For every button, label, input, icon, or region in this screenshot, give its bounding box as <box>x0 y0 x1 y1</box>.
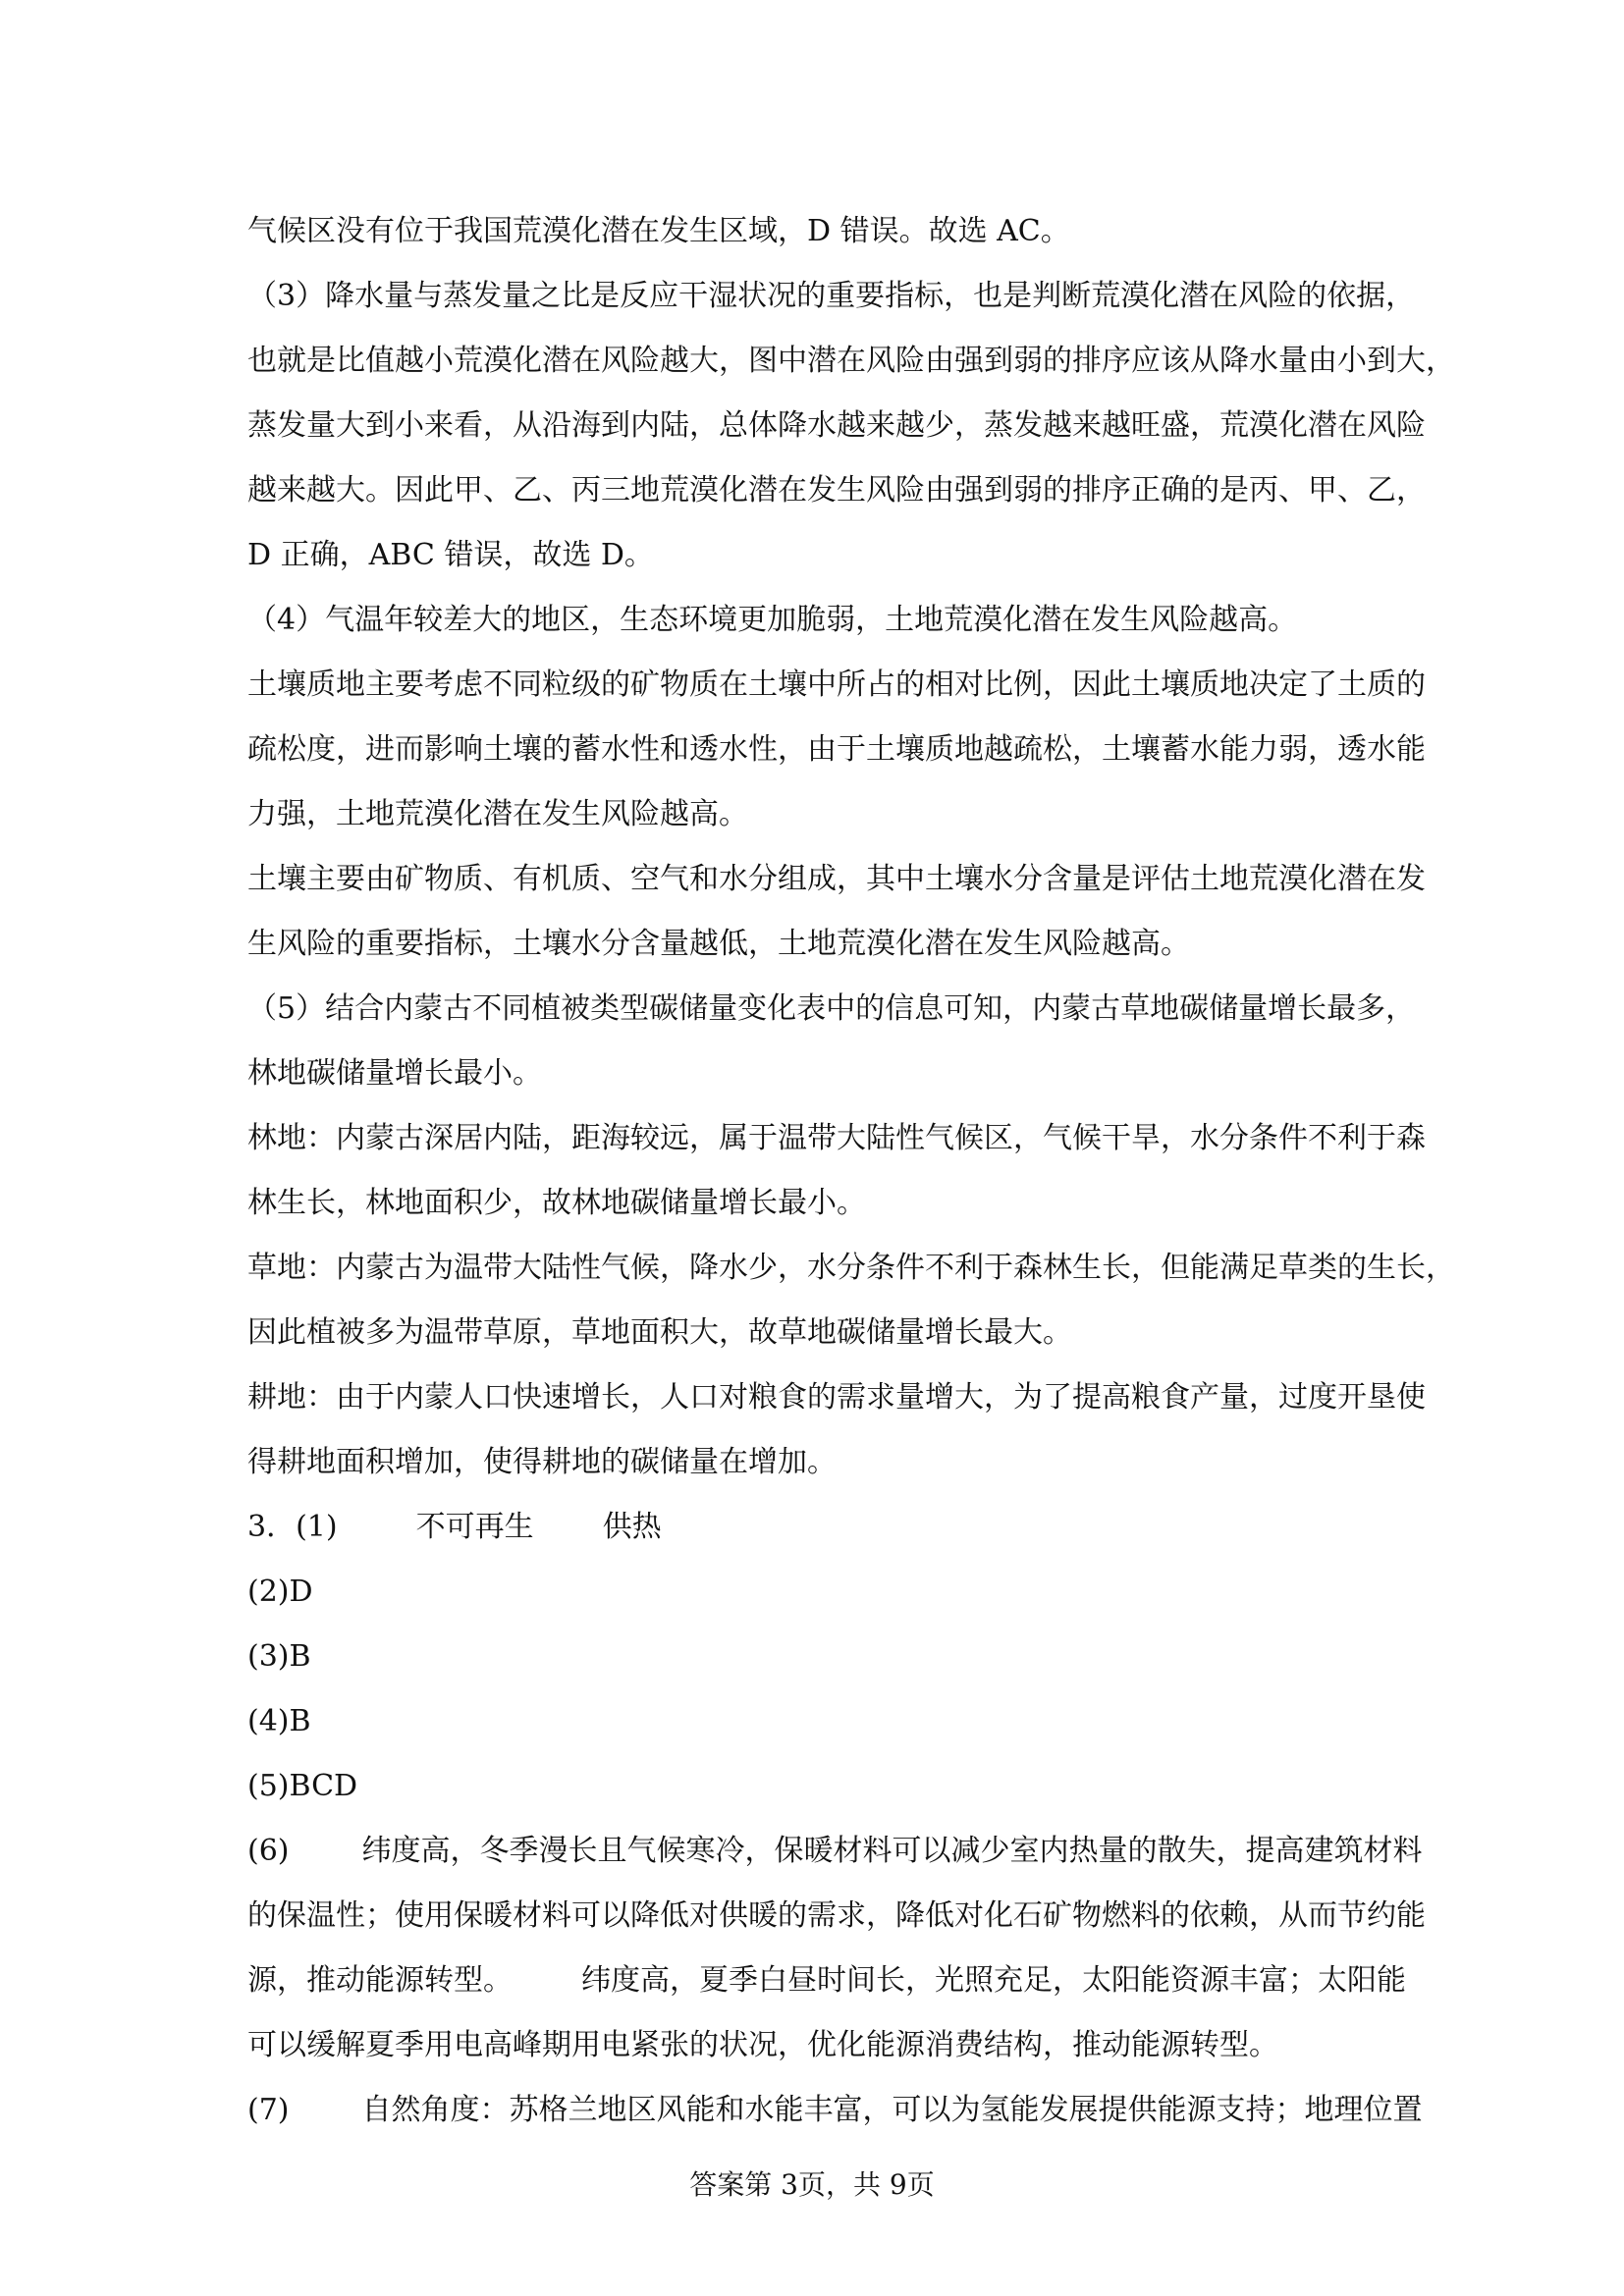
text-line: 也就是比值越小荒漠化潜在风险越大，图中潜在风险由强到弱的排序应该从降水量由小到大， <box>247 344 1455 378</box>
q3-answer-2: (2)D <box>247 1575 313 1609</box>
answer-blank-2: 供热 <box>602 1510 662 1544</box>
q3-answer-6-line-4: 可以缓解夏季用电高峰期用电紧张的状况，优化能源消费结构，推动能源转型。 <box>247 2028 1278 2062</box>
text-line: 得耕地面积增加，使得耕地的碳储量在增加。 <box>247 1445 837 1479</box>
answer-text: 源，推动能源转型。 <box>247 1963 513 1998</box>
text-line: 气候区没有位于我国荒漠化潜在发生区域，D 错误。故选 AC。 <box>247 214 1070 248</box>
q3-answer-6-number: (6) <box>247 1834 290 1868</box>
text-line: 因此植被多为温带草原，草地面积大，故草地碳储量增长最大。 <box>247 1315 1072 1350</box>
text-line: 疏松度，进而影响土壤的蓄水性和透水性，由于土壤质地越疏松，土壤蓄水能力弱，透水能 <box>247 732 1426 767</box>
q3-answer-3: (3)B <box>247 1639 311 1674</box>
text-line: 土壤主要由矿物质、有机质、空气和水分组成，其中土壤水分含量是评估土地荒漠化潜在发 <box>247 862 1426 896</box>
answer-text: 纬度高，冬季漫长且气候寒冷，保暖材料可以减少室内热量的散失，提高建筑材料 <box>361 1834 1423 1868</box>
text-line: （4）气温年较差大的地区，生态环境更加脆弱，土地荒漠化潜在发生风险越高。 <box>247 603 1298 637</box>
text-line: 耕地：由于内蒙人口快速增长，人口对粮食的需求量增大，为了提高粮食产量，过度开垦使 <box>247 1380 1426 1415</box>
q3-answer-4: (4)B <box>247 1704 311 1738</box>
text-line: 林地：内蒙古深居内陆，距海较远，属于温带大陆性气候区，气候干旱，水分条件不利于森 <box>247 1121 1426 1155</box>
text-line: 林地碳储量增长最小。 <box>247 1056 542 1091</box>
text-line: D 正确，ABC 错误，故选 D。 <box>247 538 654 572</box>
q3-prefix: 3．(1) <box>247 1510 338 1544</box>
q3-answer-7-number: (7) <box>247 2093 290 2127</box>
answer-blank-1: 不可再生 <box>415 1510 534 1544</box>
answer-body <box>247 202 1455 2146</box>
text-line: 生风险的重要指标，土壤水分含量越低，土地荒漠化潜在发生风险越高。 <box>247 927 1190 961</box>
q3-answer-6-line-2: 的保温性；使用保暖材料可以降低对供暖的需求，降低对化石矿物燃料的依赖，从而节约能 <box>247 1898 1426 1933</box>
q3-answer-5: (5)BCD <box>247 1769 358 1803</box>
q3-answer-7-line-1 <box>247 2081 1423 2146</box>
text-line: 蒸发量大到小来看，从沿海到内陆，总体降水越来越少，蒸发越来越旺盛，荒漠化潜在风险 <box>247 408 1426 443</box>
text-line: （3）降水量与蒸发量之比是反应干湿状况的重要指标，也是判断荒漠化潜在风险的依据， <box>247 279 1416 313</box>
answer-text: 纬度高，夏季白昼时间长，光照充足，太阳能资源丰富；太阳能 <box>581 1963 1406 1998</box>
text-line: 越来越大。因此甲、乙、丙三地荒漠化潜在发生风险由强到弱的排序正确的是丙、甲、乙， <box>247 473 1426 507</box>
q3-answer-6-line-1 <box>247 1822 1423 1887</box>
q3-answer-1 <box>247 1498 1386 1563</box>
text-line: 林生长，林地面积少，故林地碳储量增长最小。 <box>247 1186 866 1220</box>
page-footer: 答案第 3页，共 9页 <box>689 2168 935 2201</box>
text-line: 土壤质地主要考虑不同粒级的矿物质在土壤中所占的相对比例，因此土壤质地决定了土质的 <box>247 667 1426 702</box>
q3-answer-6-line-3 <box>247 1951 1406 2016</box>
text-line: （5）结合内蒙古不同植被类型碳储量变化表中的信息可知，内蒙古草地碳储量增长最多， <box>247 991 1416 1026</box>
text-line: 草地：内蒙古为温带大陆性气候，降水少，水分条件不利于森林生长，但能满足草类的生长， <box>247 1251 1455 1285</box>
answer-text: 自然角度：苏格兰地区风能和水能丰富，可以为氢能发展提供能源支持；地理位置 <box>361 2093 1423 2127</box>
text-line: 力强，土地荒漠化潜在发生风险越高。 <box>247 797 748 831</box>
